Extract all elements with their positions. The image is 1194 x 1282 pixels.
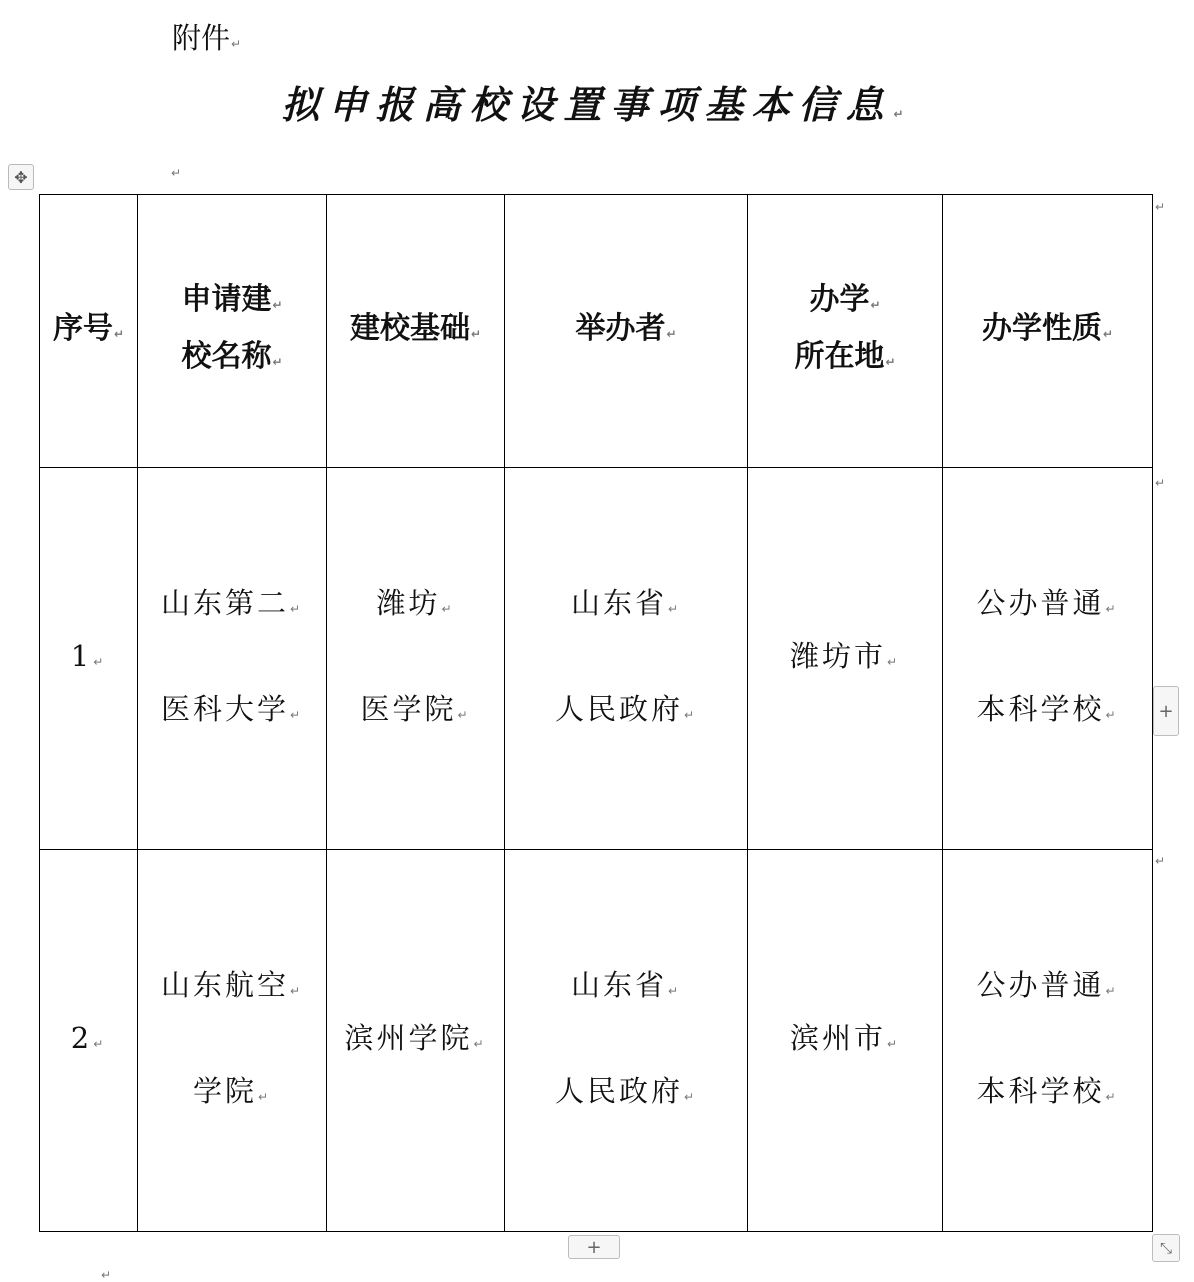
cell-school-name[interactable]: 山东航空↵ 学院↵ xyxy=(138,850,327,1232)
paragraph-mark: ↵ xyxy=(1105,707,1119,722)
paragraph-mark: ↵ xyxy=(93,654,107,669)
paragraph-mark: ↵ xyxy=(1105,1089,1119,1104)
cell-index[interactable]: 1↵ xyxy=(40,468,138,850)
paragraph-mark: ↵ xyxy=(1102,326,1114,341)
cell-foundation[interactable]: 滨州学院↵ xyxy=(327,850,505,1232)
paragraph-mark: ↵ xyxy=(893,107,913,121)
paragraph-mark: ↵ xyxy=(457,707,471,722)
paragraph-mark: ↵ xyxy=(470,326,482,341)
paragraph-mark: ↵ xyxy=(231,37,242,51)
paragraph-mark: ↵ xyxy=(1105,601,1119,616)
paragraph-mark: ↵ xyxy=(666,326,677,341)
table-row xyxy=(40,468,1153,850)
info-table xyxy=(39,194,1153,1232)
paragraph-mark: ↵ xyxy=(257,1089,272,1104)
paragraph-mark: ↵ xyxy=(683,707,698,722)
header-cell-index[interactable]: 序号↵ xyxy=(40,195,138,468)
cell-nature[interactable]: 公办普通↵ 本科学校↵ xyxy=(943,468,1153,850)
add-row-button[interactable]: + xyxy=(568,1235,620,1259)
cell-location[interactable]: 潍坊市↵ xyxy=(748,468,943,850)
paragraph-mark: ↵ xyxy=(870,298,881,312)
paragraph-mark: ↵ xyxy=(441,601,455,616)
paragraph-mark: ↵ xyxy=(885,355,896,369)
paragraph-mark: ↵ xyxy=(473,1036,487,1051)
header-cell-nature[interactable]: 办学性质↵ xyxy=(943,195,1153,468)
cell-foundation[interactable]: 潍坊↵ 医学院↵ xyxy=(327,468,505,850)
paragraph-mark: ↵ xyxy=(289,601,304,616)
paragraph-mark: ↵ xyxy=(667,983,682,998)
cell-index[interactable]: 2↵ xyxy=(40,850,138,1232)
header-cell-school-name[interactable]: 申请建↵ 校名称↵ xyxy=(138,195,327,468)
paragraph-mark: ↵ xyxy=(1105,983,1119,998)
cell-organizer[interactable]: 山东省↵ 人民政府↵ xyxy=(505,468,748,850)
paragraph-mark: ↵ xyxy=(667,601,682,616)
paragraph-mark: ↵ xyxy=(886,1036,901,1051)
add-column-button[interactable]: + xyxy=(1153,686,1179,736)
header-cell-organizer[interactable]: 举办者↵ xyxy=(505,195,748,468)
header-cell-location[interactable]: 办学↵ 所在地↵ xyxy=(748,195,943,468)
paragraph-mark: ↵ xyxy=(886,654,901,669)
cell-nature[interactable]: 公办普通↵ 本科学校↵ xyxy=(943,850,1153,1232)
table-move-handle-icon[interactable]: ✥ xyxy=(8,164,34,190)
paragraph-mark: ↵ xyxy=(113,326,125,341)
cell-location[interactable]: 滨州市↵ xyxy=(748,850,943,1232)
paragraph-mark: ↵ xyxy=(93,1036,107,1051)
table-resize-handle-icon[interactable]: ⤡ xyxy=(1152,1234,1180,1262)
paragraph-mark: ↵ xyxy=(289,983,304,998)
paragraph-mark: ↵ xyxy=(272,298,283,312)
paragraph-mark: ↵ xyxy=(171,166,182,180)
cell-organizer[interactable]: 山东省↵ 人民政府↵ xyxy=(505,850,748,1232)
attachment-label: 附件↵ xyxy=(172,21,242,55)
row-end-mark: ↵ xyxy=(1155,200,1166,214)
header-cell-foundation[interactable]: 建校基础↵ xyxy=(327,195,505,468)
row-end-mark: ↵ xyxy=(1155,476,1166,490)
table-header-row xyxy=(40,195,1153,468)
table-row xyxy=(40,850,1153,1232)
paragraph-mark: ↵ xyxy=(289,707,304,722)
paragraph-mark: ↵ xyxy=(101,1268,112,1282)
paragraph-mark: ↵ xyxy=(272,355,283,369)
row-end-mark: ↵ xyxy=(1155,854,1166,868)
document-title: 拟申报高校设置事项基本信息↵ xyxy=(281,82,913,127)
paragraph-mark: ↵ xyxy=(683,1089,698,1104)
cell-school-name[interactable]: 山东第二↵ 医科大学↵ xyxy=(138,468,327,850)
